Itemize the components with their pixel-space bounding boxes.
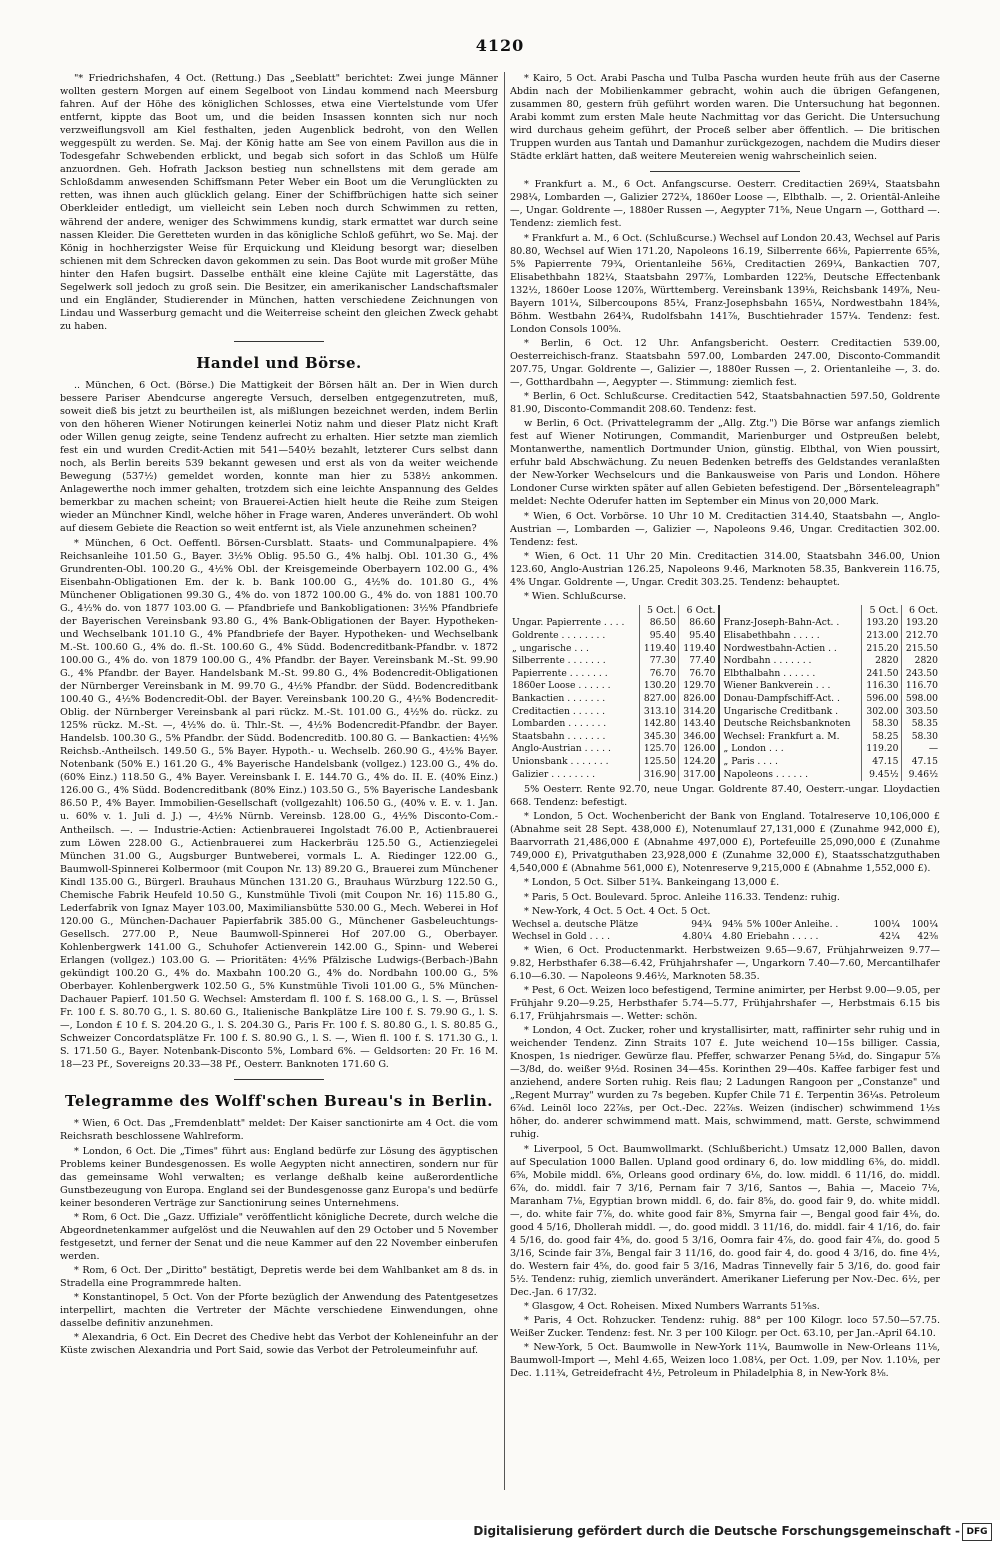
rate-value: 598.00	[901, 693, 940, 706]
rate-value: 124.20	[679, 756, 719, 769]
rates-body	[510, 617, 940, 781]
rate-value: 303.50	[901, 706, 940, 719]
report-pest: * Pest, 6 Oct. Weizen loco befestigend, Termine animirter, per Herbst 9.00—9.05, per Frühjahr 9.20—9.25, Herbsthafer 5.74—5.77, Frühjahrshafer —, Herbstmais 6.15 bis 6.17, Frühjahrsmais —. Wetter: schön.	[510, 984, 940, 1023]
dfg-logo: DFG	[962, 1523, 992, 1541]
rate-value: 827.00	[639, 693, 679, 706]
rate-value: 143.40	[679, 718, 719, 731]
security-name: Ungar. Papierrente . . . .	[512, 617, 625, 629]
security-name: Nordbahn . . . . . . .	[719, 655, 862, 668]
security-name: Goldrente . . . . . . . .	[512, 630, 606, 642]
security-name: Napoleons . . . . . .	[719, 769, 862, 782]
rate-value: 77.30	[639, 655, 679, 668]
security-name: Unionsbank . . . . . . .	[512, 755, 609, 767]
security-name: Donau-Dampfschiff-Act. .	[719, 693, 862, 706]
rate-value: 241.50	[862, 668, 902, 681]
rate-value: 130.20	[639, 680, 679, 693]
security-name: „ Paris . . . .	[719, 756, 862, 769]
report-london-zucker: * London, 4 Oct. Zucker, roher und krystallisirter, matt, raffinirter sehr ruhig und in weichender Tendenz. Zinn Straits 107 £. Jute weichend 10—15s billiger. Cassia, Knospen, 1s niedriger. Gewürze flau. Pfeffer, schwarzer Penang 5⅛d, do. Singapur 5⅞—3/8d, do. weißer 9½d. Rosinen 34—45s. Korinthen 29—40s. Kaffee farbiger fest und anziehend, andere Sorten ruhig. Reis flau; 2 Ladungen Rangoon per „Constanze" und „Regent Murray" wurden zu 7s begeben. Kupfer Chile 71 £. Terpentin 36¼s. Petroleum 6⅞d. Leinöl loco 22⅞s, per Oct.-Dec. 22⅞s. Weizen (indischer) schwimmend 1½s höher, do. anderer schwimmend matt. Mais, schwimmend, matt. Gerste, schwimmend ruhig.	[510, 1025, 940, 1141]
telegram-kairo: * Kairo, 5 Oct. Arabi Pascha und Tulba Pascha wurden heute früh aus der Caserne Abdin nach der Mobilienkammer gebracht, wohin auch die übrigen Gefangenen, zusammen 80, gestern früh geführt worden waren. Die Untersuchung hat begonnen. Arabi kommt zum ersten Male heute Nachmittag vor das Gericht. Die Untersuchung wird durchaus geheim geführt, der Proceß selber aber öffentlich. — Die britischen Truppen wurden aus Tantah und Damanhur zurückgezogen, nachdem die Mudirs dieser Städte erklärt hatten, daß weitere Meutereien wenig wahrscheinlich seien.	[510, 73, 940, 163]
rate-value: 313.10	[639, 706, 679, 719]
rate-value: 129.70	[679, 680, 719, 693]
table-row	[510, 693, 940, 706]
security-name: „ ungarische . . .	[512, 642, 589, 654]
report-wien-vorboerse: * Wien, 6 Oct. Vorbörse. 10 Uhr 10 M. Creditactien 314.40, Staatsbahn —, Anglo-Austrian —, Lombarden —, Galizier —, Napoleons 9.46, Ungar. Creditactien 302.00. Tendenz: fest.	[510, 510, 940, 548]
col-header: 5 Oct.	[862, 605, 902, 618]
security-name: Lombarden . . . . . . .	[512, 718, 607, 730]
report-glasgow: * Glasgow, 4 Oct. Roheisen. Mixed Numbers Warrants 51⅝s.	[524, 1301, 820, 1313]
rate-value: 142.80	[639, 718, 679, 731]
table-row	[510, 731, 940, 744]
rate-value: 95.40	[639, 630, 679, 643]
rate-value: 193.20	[862, 617, 902, 630]
report-frankfurt-anfang: * Frankfurt a. M., 6 Oct. Anfangscurse. Oesterr. Creditactien 269¼, Staatsbahn 298¼, Lombarden —, Galizier 272¾, 1860er Loose —, Elbthalb. —, 2. Orientāl-Anleihe —, Ungar. Goldrente —, 1880er Russen —, Aegypter 71⅝, Neue Ungarn —, Gotthard —. Tendenz: ziemlich fest.	[510, 179, 940, 230]
security-name: Galizier . . . . . . . .	[512, 768, 596, 780]
rate-value: 76.70	[639, 668, 679, 681]
security-name: Elbthalbahn . . . . . .	[719, 668, 862, 681]
rate-value: 596.00	[862, 693, 902, 706]
report-wien-extra: 5% Oesterr. Rente 92.70, neue Ungar. Goldrente 87.40, Oesterr.-ungar. Lloydactien 668. Tendenz: befestigt.	[510, 784, 940, 809]
report-newyork-baumwolle: * New-York, 5 Oct. Baumwolle in New-York 11¼, Baumwolle in New-Orleans 11⅛, Baumwoll-Import —, Mehl 4.65, Weizen loco 1.08¼, per Oct. 1.09, per Nov. 1.10⅛, per Dec. 1.11¾, Getreidefracht 4½, Petroleum in Philadelphia 8, in New-York 8⅛.	[510, 1342, 940, 1380]
rate-value: 125.70	[639, 743, 679, 756]
security-name: Anglo-Austrian . . . . .	[512, 743, 611, 755]
security-name: Franz-Joseph-Bahn-Act. .	[719, 617, 862, 630]
security-name: Papierrente . . . . . . .	[512, 667, 608, 679]
rate-value: 4.80¼	[682, 931, 712, 943]
rate-value: 95.40	[679, 630, 719, 643]
table-row	[510, 756, 940, 769]
security-name: „ London . . .	[719, 743, 862, 756]
rate-value: 42¼	[879, 931, 900, 943]
telegram-konstantinopel: * Konstantinopel, 5 Oct. Von der Pforte bezüglich der Anwendung des Patentgesetzes interpellirt, machten die Vertreter der Mächte verschiedene Einwendungen, ohne dasselbe definitiv anzunehmen.	[60, 1292, 498, 1330]
table-row	[510, 706, 940, 719]
heading-telegramme: Telegramme des Wolff'schen Bureau's in Berlin.	[65, 1092, 493, 1111]
rate-value: 116.30	[862, 680, 902, 693]
security-name: Wechsel a. deutsche Plätze	[512, 918, 639, 930]
footer-bar	[0, 1520, 1000, 1544]
rate-value: 119.40	[639, 643, 679, 656]
security-name: 5% 100er Anleihe. .	[746, 918, 839, 930]
table-row	[510, 668, 940, 681]
security-name: Eriebahn . . . . .	[746, 931, 819, 943]
rate-value: 126.00	[679, 743, 719, 756]
table-row	[510, 680, 940, 693]
report-liverpool: * Liverpool, 5 Oct. Baumwollmarkt. (Schlußbericht.) Umsatz 12,000 Ballen, davon auf Speculation 1000 Ballen. Upland good ordinary 6, do. low middling 6⅜, do. middl. 6⅝, Mobile middl. 6⅝, Orleans good ordinary 6⅛, do. low. middl. 6 11/16, do. middl. 6⅞, do. middl. fair 7 3/16, Pernam fair 7 3/16, Santos —, Bahia —, Maceio 7⅛, Maranham 7⅛, Egyptian brown middl. 6, do. fair 8⅝, do. good fair 9, do. white middl. —, do. white fair 7⅞, do. white good fair 8⅜, Smyrna fair —, Bengal good fair 4⅛, do. good 4 5/16, Dhollerah middl. —, do. good middl. 3 11/16, do. middl. fair 4 1/16, do. fair 4 5/16, do. good fair 4⅝, do. good 5 3/16, Oomra fair 4⅞, do. good fair 4⅞, do. good 5 3/16, Scinde fair 3⅞, Bengal fair 3 11/16, do. good fair 4, do. good 4 3/16, do. fine 4½, do. Western fair 4⅝, do. good fair 5 3/16, Madras Tinnevelly fair 5 3/16, do. good fair 5½. Tendenz: ruhig, ziemlich unverändert. Amerikaner Lieferung per Nov.-Dec. 6½, per Dec.-Jan. 6 17/32.	[510, 1143, 940, 1299]
report-wien-1120: * Wien, 6 Oct. 11 Uhr 20 Min. Creditactien 314.00, Staatsbahn 346.00, Union 123.60, Anglo-Austrian 126.25, Napoleons 9.46, Marknoten 58.35, Bankverein 116.75, 4% Ungar. Goldrente —, Ungar. Credit 303.25. Tendenz: behauptet.	[510, 550, 940, 588]
rate-value: 4.80	[722, 931, 743, 943]
rate-value: 119.40	[679, 643, 719, 656]
section-rule	[650, 171, 800, 172]
table-row	[510, 655, 940, 668]
table-row	[510, 931, 940, 944]
report-wien-producten: * Wien, 6 Oct. Productenmarkt. Herbstweizen 9.65—9.67, Frühjahrweizen 9.77—9.82, Herbsthafer 6.38—6.42, Frühjahrshafer —, Ungarkorn 7.40—7.60, Mercantilhafer 6.10—6.30. — Napoleons 9.46½, Marknoten 58.35.	[510, 944, 940, 982]
rate-value: 116.70	[901, 680, 940, 693]
rate-value: 213.00	[862, 630, 902, 643]
security-name: 1860er Loose . . . . . .	[512, 680, 611, 692]
report-paris-zucker: * Paris, 4 Oct. Rohzucker. Tendenz: ruhig. 88° per 100 Kilogr. loco 57.50—57.75. Weißer Zucker. Tendenz: fest. Nr. 3 per 100 Kilogr. per Oct. 63.10, per Jan.-April 64.10.	[510, 1315, 940, 1340]
rate-value: 302.00	[862, 706, 902, 719]
rate-value: 125.50	[639, 756, 679, 769]
wien-rates-table	[510, 605, 940, 781]
page-number: 4120	[475, 36, 525, 55]
table-row	[510, 643, 940, 656]
rate-value: —	[901, 743, 940, 756]
report-newyork-title: * New-York, 4 Oct. 5 Oct. 4 Oct. 5 Oct.	[524, 905, 711, 917]
security-name: Elisabethbahn . . . . .	[719, 630, 862, 643]
telegram-wien: * Wien, 6 Oct. Das „Fremdenblatt" meldet: Der Kaiser sanctionirte am 4 Oct. die vom Reichsrath beschlossene Wahlreform.	[60, 1118, 498, 1143]
report-london-silber: * London, 5 Oct. Silber 51¾. Bankeingang 13,000 £.	[524, 877, 780, 889]
section-rule	[234, 341, 324, 342]
rate-value: 193.20	[901, 617, 940, 630]
rate-value: 826.00	[679, 693, 719, 706]
rate-value: 58.25	[862, 731, 902, 744]
security-name: Ungarische Creditbank .	[719, 706, 862, 719]
rate-value: 100¼	[873, 918, 900, 930]
report-berlin-privat: w Berlin, 6 Oct. (Privattelegramm der „Allg. Ztg.") Die Börse war anfangs ziemlich fest auf Wiener Notirungen, Commandit, Marienburger und Ostpreußen belebt, Montanwerthe, namentlich Dortmunder Union, günstig. Elbthal, von Wien poussirt, erfuhr bald Abschwächung. Zu neuen Bedenken betreffs des Geldstandes veranlaßten der New-Yorker Wechselcurs und die Bankausweise von Paris und London. Höhere Londoner Curse wirkten später auf allen Gebieten befestigend. Der „Börsenteleagraph" meldet: Nechte Oderufer hatten im September ein Minus von 20,000 Mark.	[510, 418, 940, 508]
rate-value: 42⅜	[917, 931, 938, 943]
rate-value: 316.90	[639, 769, 679, 782]
rate-value: 119.20	[862, 743, 902, 756]
rate-value: 346.00	[679, 731, 719, 744]
security-name: Wiener Bankverein . . .	[719, 680, 862, 693]
telegram-london: * London, 6 Oct. Die „Times" führt aus: England bedürfe zur Lösung des ägyptischen Problems keiner Bundesgenossen. Es wolle Aegypten nicht annectiren, sondern nur für das gemeinsame Wohl verwalten; es verlange deßhalb keine außerordentliche Gunstbezeugung von Europa. England sei der Bundesgenosse ganz Europa's und bedürfe keiner besonderen Verträge zur Sanctionirung seines Unternehmens.	[60, 1145, 498, 1209]
article-muenchen-cursblatt: * München, 6 Oct. Oeffentl. Börsen-Cursblatt. Staats- und Communalpapiere. 4% Reichsanleihe 101.50 G., Bayer. 3½% Oblig. 95.50 G., 4% halbj. Obl. 101.30 G., 4% Grundrenten-Obl. 100.20 G., 4½% Obl. der Kreisgemeinde Oberbayern 102.00 G., 4% Eisenbahn-Obligationen Em. der k. b. Bank 100.00 G., 4½% do. 101.80 G., 4% Münchener Obligationen 99.30 G., 4% do. von 1872 100.00 G., 4% do. von 1881 100.70 G., 4½% do. von 1877 103.00 G. — Pfandbriefe und Bankobligationen: 3½% Pfandbriefe der Bayerischen Vereinsbank 93.80 G., 4% Bank-Obligationen der Bayer. Hypotheken- und Wechselbank 101.10 G., 4% Pfandbriefe der Bayer. Hypotheken- und Wechselbank M.-St. 100.60 G., 4% do. fl.-St. 100.60 G., 4% Südd. Bodencreditbank-Pfandbr. v. 1872 100.00 G., 4% do. von 1879 100.00 G., 4% Pfandbr. der Bayer. Vereinsbank M.-St. 99.90 G., 4% Pfandbr. der Bayer. Handelsbank M.-St. 99.80 G., 4% Bodencredit-Obligationen der Nürnberger Vereinsbank in M. 99.70 G., 4½% Pfandbr. der Südd. Bodencreditbank 100.40 G., 4½% Bodencredit-Obl. der Bayer. Vereinsbank 100.20 G., 4½% Bodencredit-Oblig. der Nürnberger Vereinsbank al pari rückz. M.-St. 101.00 G., 4½% do. rückz. zu 125% rückz. M.-St. —, 4½% do. ü. Thlr.-St. —, 4½% Bodencredit-Pfandbr. der Bayer. Handelsb. 100.30 G., 5% Pfandbr. der Südd. Bodencreditb. 100.80 G. — Bankactien: 4½% Reichsb.-Antheilsch. 149.50 G., 5% Bayer. Hypoth.- u. Wechselb. 260.90 G., 4½% Bayer. Notenbank (50% E.) 161.20 G., 4% Bayerische Handelsbank (vollgez.) 123.00 G., 4% do. (60% Einz.) 118.50 G., 4% Bayer. Vereinsbank I. E. 144.70 G., 4% do. II. E. (40% Einz.) 126.00 G., 4% Südd. Bodencreditbank (80% Einz.) 103.50 G., 5% Bayerische Landesbank 86.50 P., 4% Bayer. Immobilien-Gesellschaft (vollgezahlt) 106.50 G., (40% v. E. v. 1. Jan. u. 60% v. 1. Juli d. J.) —, 4½% Nürnb. Vereinsb. 128.00 G., 4½% Disconto-Com.-Antheilsch. —. — Industrie-Actien: Actienbrauerei Ingolstadt 76.00 P., Actienbrauerei zum Löwen 228.00 G., Actienbrauerei zum Hackerbräu 125.50 G., Actienziegelei München 31.00 G., Augsburger Buntweberei, vormals L. A. Riedinger 122.00 G., Baumwoll-Spinnerei Kolbermoor (mit Coupon Nr. 13) 89.20 G., Brauerei zum Münchener Kindl 135.00 G., Bürgerl. Brauhaus München 131.20 G., Brauhaus Würzburg 122.50 G., Chemische Fabrik Heufeld 10.50 G., Kunstmühle Tivoli (mit Coupon Nr. 16) 115.80 G., Lederfabrik von Ignaz Mayer 103.00, Maximiliansbütte 530.00 G., Mech. Weberei in Hof 120.00 G., München-Dachauer Papierfabrik 385.00 G., Münchener Gasbeleuchtungs-Gesellsch. 277.00 P., Neue Baumwoll-Spinnerei Hof 207.00 G., Oberbayer. Kohlenbergwerk 141.00 G., Schuhofer Actienverein 142.00 G., Spinn- und Weberei Erlangen (vollgez.) 103.00 G. — Prioritäten: 4½% Pfälzische Ludwigs-(Berbach-)Bahn gekündigt 100.20 G., 4% do. Maxbahn 100.20 G., 4% do. Nordbahn 100.00 G., 5% Oberbayer. Kohlenbergwerk 102.50 G., 5% Kunstmühle Tivoli 101.00 G., 5% München-Dachauer Papierf. 101.50 G. Wechsel: Amsterdam fl. 100 f. S. 168.00 G., l. S. —, Brüssel Fr. 100 f. S. 80.70 G., l. S. 80.60 G., Italienische Bankplätze Lire 100 f. S. 79.90 G., l. S. —, London £ 10 f. S. 204.20 G., l. S. 204.30 G., Paris Fr. 100 f. S. 80.80 G., l. S. 80.85 G., Schweizer Concordatsplätze Fr. 100 f. S. 80.90 G., l. S. —, Wien fl. 100 f. S. 171.30 G., l. S. 171.50 G., Bayer. Notenbank-Disconto 5%, Lombard 6%. — Geldsorten: 20 Fr. 16 M. 18—23 Pf., Sovereigns 20.33—38 Pf., Oesterr. Banknoten 171.60 G.	[60, 537, 498, 1071]
col-header: 6 Oct.	[901, 605, 940, 618]
article-friedrichshafen: "* Friedrichshafen, 4 Oct. (Rettung.) Das „Seeblatt" berichtet: Zwei junge Männer wollten gestern Morgen auf einem Segelboot von Lindau kommend nach Meersburg fahren. Auf der Höhe des königlichen Schlosses, etwa eine Viertelstunde vom Ufer entfernt, kippte das Boot um, und die beiden Insassen konnten sich nur noch verzweiflungsvoll am Kiel festhalten, jeden Augenblick bedroht, von den Wellen weggespült zu werden. Se. Maj. der König hatte am See von einem Pavillon aus die in Todesgefahr Schwebenden erblickt, und begab sich sofort in das Schloß um Hülfe anzuordnen. Geh. Hofrath Jackson bestieg nun schnellstens mit dem gerade am Schloßdamm anwesenden Schiffsmann Peter Weber ein Boot um die Verunglückten zu retten, was ihnen auch glücklich gelang. Einer der Schiffbrüchigen hatte sich seiner Oberkleider entledigt, um vielleicht sein Leben noch durch Schwimmen zu retten, während der andere, weniger des Schwimmens kundig, stark ermattet war durch seine nassen Kleider. Die Geretteten wurden in das königliche Schloß geführt, wo Se. Maj. der König in hochherzigster Weise für Erquickung und Kleidung besorgt war; dieselben schienen mit dem Schrecken davon gekommen zu sein. Das Boot wurde mit großer Mühe hinter den Hafen bugsirt. Dasselbe enthält eine kleine Cajüte mit Lagerstätte, das Segelwerk soll jedoch zu groß sein. Die Besitzer, ein amerikanischer Landschaftsmaler und ein Engländer, Studierender in München, hatten verschiedene Zeichnungen von Lindau und Wasserburg gemacht und die Weiterreise scheint den gleichen Zweck gehabt zu haben.	[60, 73, 498, 332]
security-name: Nordwestbahn-Actien . .	[719, 643, 862, 656]
rate-value: 9.45½	[862, 769, 902, 782]
table-row	[510, 630, 940, 643]
telegram-rom-1: * Rom, 6 Oct. Die „Gazz. Uffiziale" veröffentlicht königliche Decrete, durch welche die Abgeordnetenkammer aufgelöst und die Neuwahlen auf den 29 October und 5 November festgesetzt, und ferner der Senat und die neue Kammer auf den 22 November einberufen werden.	[60, 1211, 498, 1262]
security-name: Creditactien . . . . . .	[512, 705, 606, 717]
telegram-alexandria: * Alexandria, 6 Oct. Ein Decret des Chedive hebt das Verbot der Kohleneinfuhr an der Küste zwischen Alexandria und Port Said, sowie das Verbot der Petroleumeinfuhr auf.	[60, 1332, 498, 1357]
rate-value: 86.60	[679, 617, 719, 630]
security-name: Staatsbahn . . . . . . .	[512, 730, 606, 742]
report-berlin-schluss: * Berlin, 6 Oct. Schlußcurse. Creditactien 542, Staatsbahnactien 597.50, Goldrente 81.90, Disconto-Commandit 208.60. Tendenz: fest.	[510, 391, 940, 416]
report-frankfurt-schluss: * Frankfurt a. M., 6 Oct. (Schlußcurse.) Wechsel auf London 20.43, Wechsel auf Paris 80.80, Wechsel auf Wien 171.20, Napoleons 16.19, Silberrente 66⅛, Papierrente 65⅝, 5% Papierrente 79¾, Orientanleihe 56⅛, Creditactien 269¼, Bankactien 707, Elisabethbahn 182¼, Staatsbahn 297⅞, Lombarden 122⅝, Deutsche Effectenbank 132½, 1860er Loose 120⅞, Württemberg. Vereinsbank 139⅛, Reichsbank 149⅞, Neu-Bayern 101¼, Silbercoupons 85¼, Franz-Josephsbahn 165¼, Nordwestbahn 184⅝, Böhm. Westbahn 264¾, Rudolfsbahn 141⅞, Buschtiehrader 157¼. Tendenz: fest. London Consols 100⅝.	[510, 232, 940, 335]
rate-value: 47.15	[901, 756, 940, 769]
rate-value: 76.70	[679, 668, 719, 681]
rate-value: 243.50	[901, 668, 940, 681]
col-header: 6 Oct.	[679, 605, 719, 618]
rate-value: 94⅝	[721, 918, 743, 930]
ny-body	[510, 919, 940, 944]
rate-value: 94¾	[691, 918, 712, 930]
table-row	[510, 769, 940, 782]
report-paris-boulevard: * Paris, 5 Oct. Boulevard. 5proc. Anleihe 116.33. Tendenz: ruhig.	[524, 891, 840, 903]
rate-value: 47.15	[862, 756, 902, 769]
rate-value: 212.70	[901, 630, 940, 643]
security-name: Wechsel: Frankfurt a. M.	[719, 731, 862, 744]
rate-value: 215.20	[862, 643, 902, 656]
footer-credit: Digitalisierung gefördert durch die Deutsche Forschungsgemeinschaft -	[473, 1524, 960, 1538]
telegram-rom-2: * Rom, 6 Oct. Der „Diritto" bestätigt, Depretis werde bei dem Wahlbanket am 8 ds. in Stradella eine Programmrede halten.	[60, 1264, 498, 1289]
section-rule	[234, 1079, 324, 1080]
table-header-row	[510, 605, 940, 618]
newyork-rates-table	[510, 919, 940, 944]
security-name: Silberrente . . . . . . .	[512, 655, 606, 667]
security-name: Deutsche Reichsbanknoten	[719, 718, 862, 731]
article-muenchen-boerse: .. München, 6 Oct. (Börse.) Die Mattigkeit der Börsen hält an. Der in Wien durch bessere Pariser Abendcurse angeregte Versuch, derselben entgegenzutreten, muß, soweit dieß bis jetzt zu beurtheilen ist, als mißlungen bezeichnet werden, indem Berlin von den höheren Wiener Notirungen keinerlei Notiz nahm und dieser Platz nicht Kraft oder Willen genug zeigte, seine Tendenz aufrecht zu erhalten. Hier setzte man ziemlich fest ein und wurden Credit-Actien mit 541—540½ bezahlt, letzterer Curs selbst dann noch, als Berlin bereits 539 bekannt gewesen und erst als von da weiter weichende Bewegung (537½) gemeldet worden, konnte man hier zu 538½ ankommen. Anlagewerthe noch immer gehalten, trotzdem sich eine leichte Anspannung des Geldes bemerkbar zu machen scheint; von Brauerei-Actien hielt heute die Reihe zum Steigen wieder an Münchner Kindl, welche höher in Frage waren, Anderes unverändert. Ob wohl auf diesem Gebiete die Reaction so weit entfernt ist, als Viele anzunehmen scheinen?	[60, 379, 498, 535]
rate-value: 100¼	[911, 918, 938, 930]
left-column	[60, 72, 498, 1510]
rate-value: 86.50	[639, 617, 679, 630]
rate-value: 215.50	[901, 643, 940, 656]
right-column	[510, 72, 940, 1510]
rate-value: 317.00	[679, 769, 719, 782]
report-wien-schluss-title: * Wien. Schlußcurse.	[524, 590, 627, 602]
security-name: Bankactien . . . . . . .	[512, 692, 606, 704]
rate-value: 58.30	[901, 731, 940, 744]
table-row	[510, 617, 940, 630]
rate-value: 77.40	[679, 655, 719, 668]
col-header: 5 Oct.	[639, 605, 679, 618]
rate-value: 2820	[862, 655, 902, 668]
rate-value: 314.20	[679, 706, 719, 719]
column-divider	[504, 72, 505, 1490]
rate-value: 58.35	[901, 718, 940, 731]
heading-handel-und-boerse: Handel und Börse.	[196, 353, 362, 372]
rate-value: 345.30	[639, 731, 679, 744]
table-row	[510, 919, 940, 932]
table-row	[510, 718, 940, 731]
rate-value: 9.46½	[901, 769, 940, 782]
table-row	[510, 743, 940, 756]
report-london-bank: * London, 5 Oct. Wochenbericht der Bank von England. Totalreserve 10,106,000 £ (Abnahme seit 28 Sept. 438,000 £), Notenumlauf 27,131,000 £ (Zunahme 942,000 £), Baarvorrath 21,486,000 £ (Abnahme 497,000 £), Portefeuille 25,090,000 £ (Zunahme 749,000 £), Privatguthaben 23,928,000 £ (Zunahme 32,000 £), Staatsschatzguthaben 4,540,000 £ (Abnahme 561,000 £), Notenreserve 9,215,000 £ (Abnahme 1,552,000 £).	[510, 811, 940, 875]
rate-value: 58.30	[862, 718, 902, 731]
rate-value: 2820	[901, 655, 940, 668]
report-berlin-anfang: * Berlin, 6 Oct. 12 Uhr. Anfangsbericht. Oesterr. Creditactien 539.00, Oesterreichisch-franz. Staatsbahn 597.00, Lombarden 247.00, Disconto-Commandit 207.75, Ungar. Goldrente —, Galizier —, 1880er Russen —, 2. Orientanleihe —, 3. do. —, Gotthardbahn —, Aegypter —. Stimmung: ziemlich fest.	[510, 337, 940, 389]
security-name: Wechsel in Gold . . . .	[512, 931, 611, 943]
